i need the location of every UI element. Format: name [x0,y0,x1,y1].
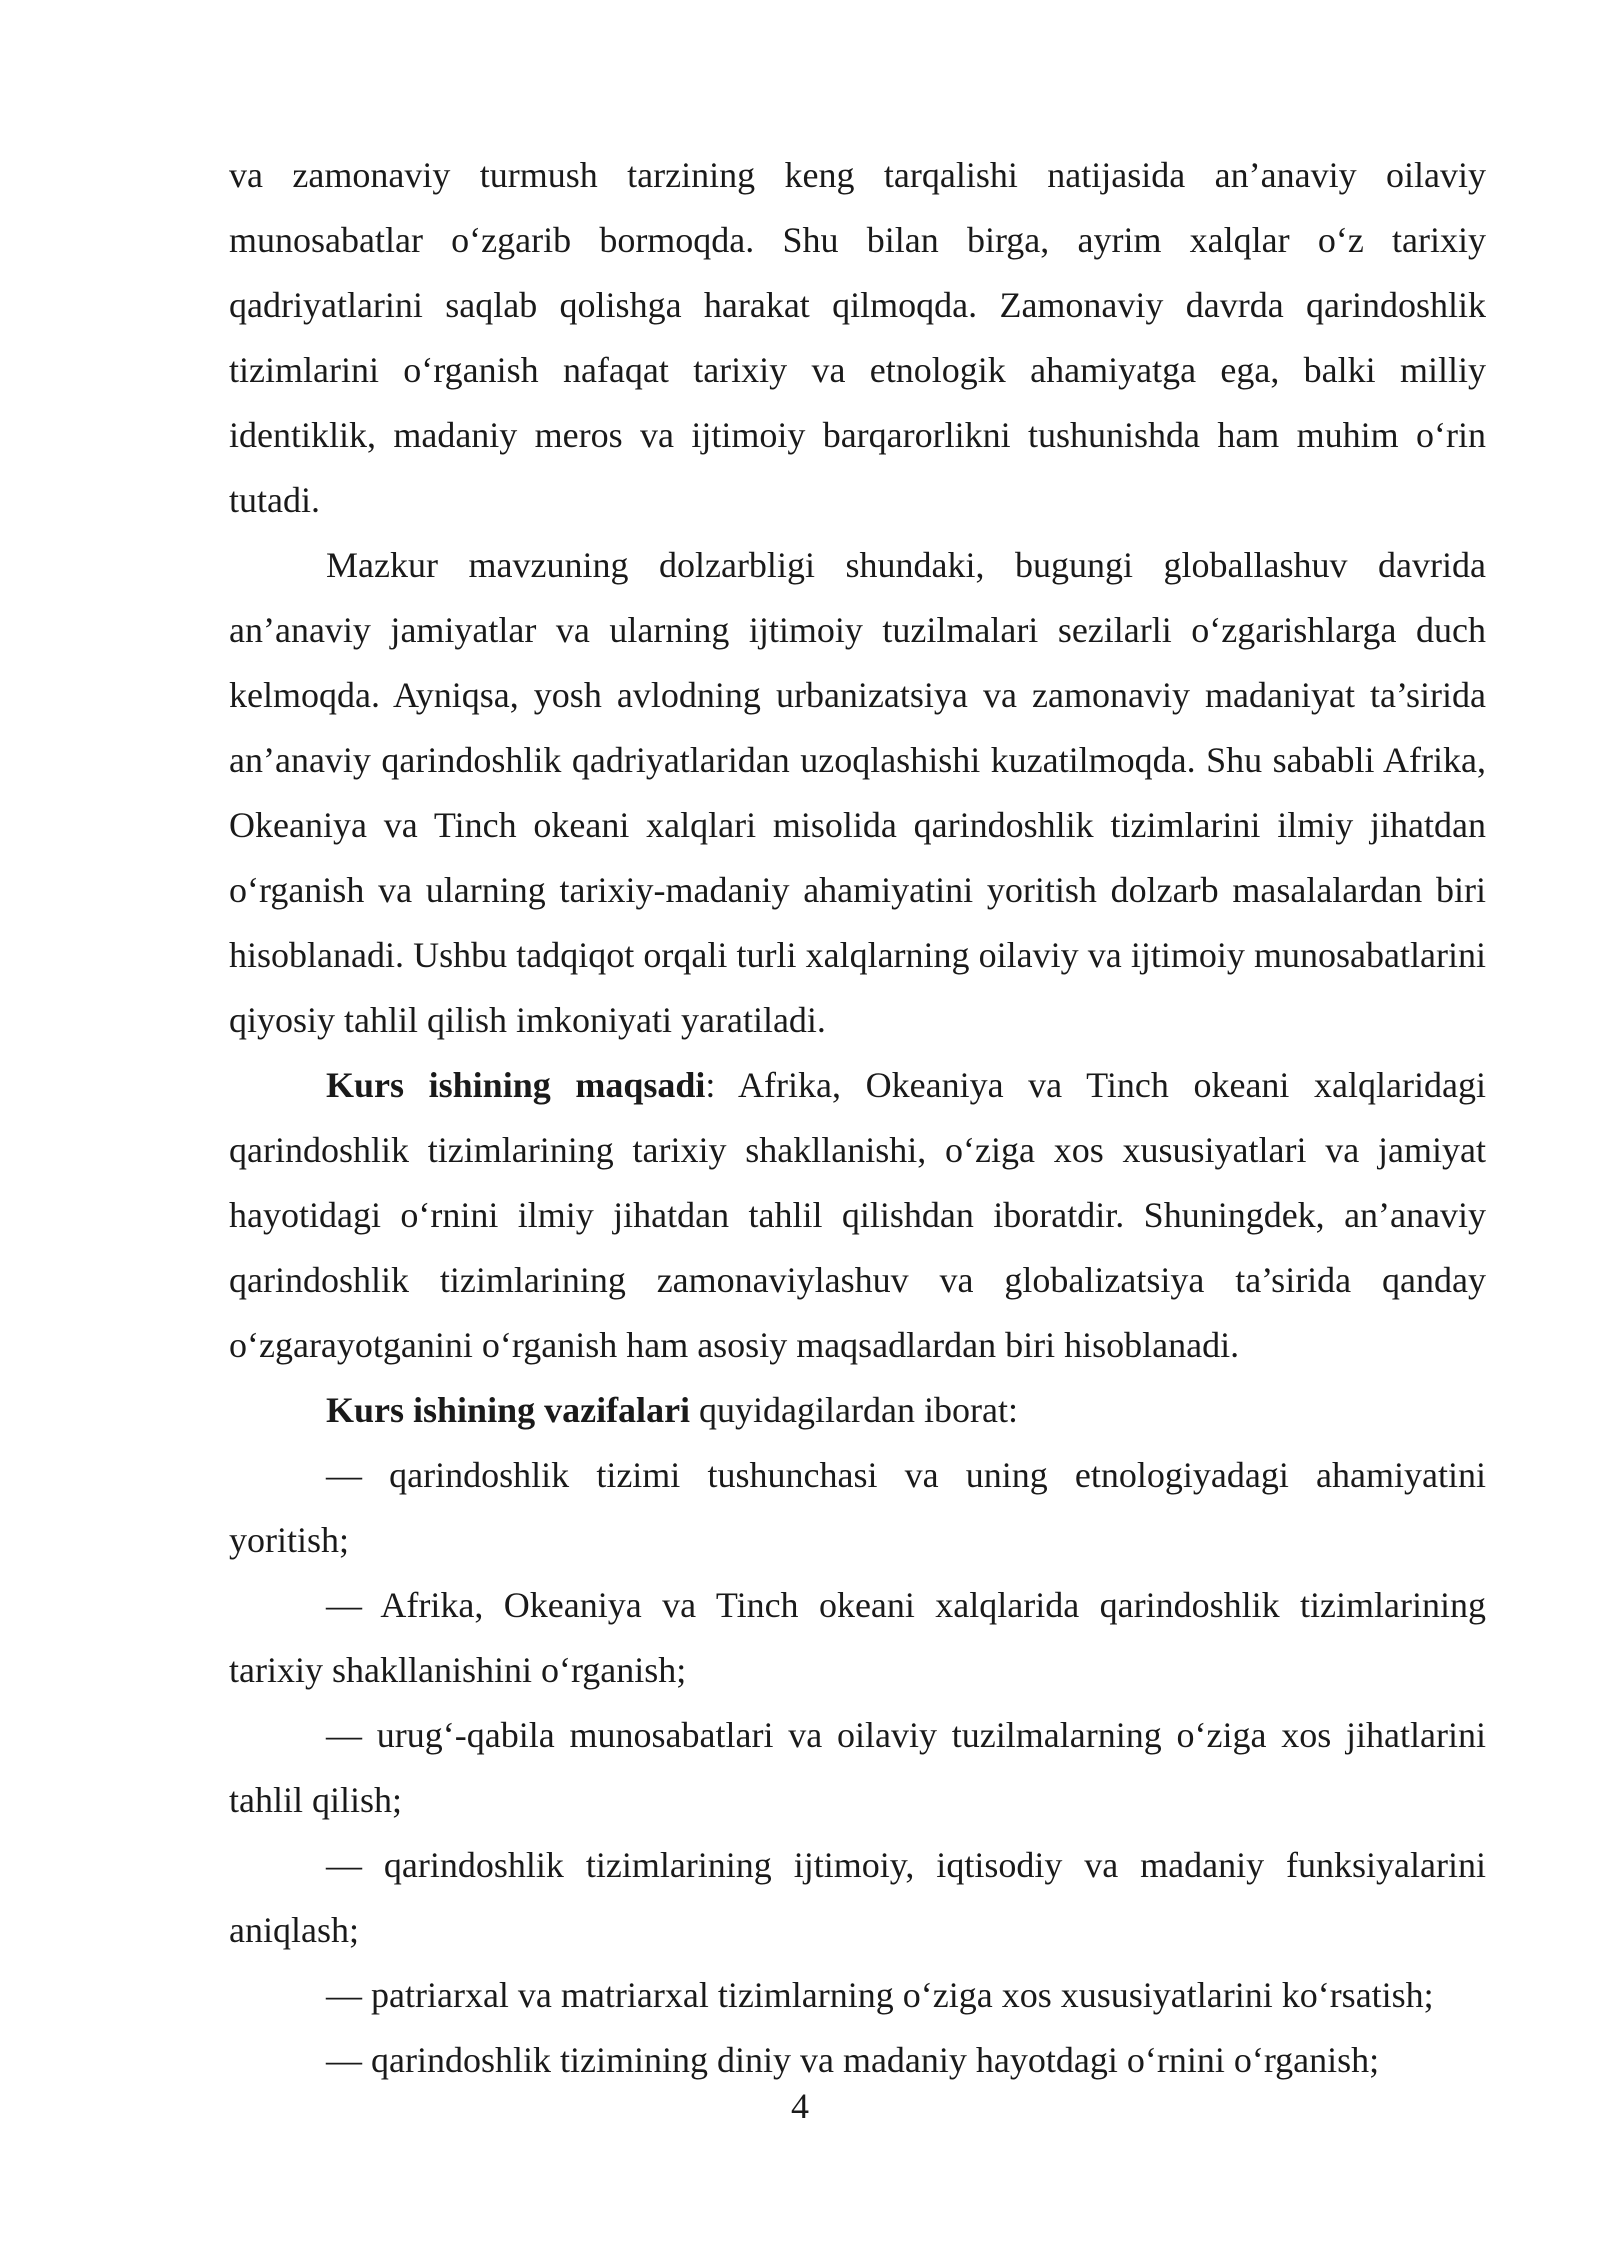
task-item: — qarindoshlik tizimining diniy va madaniy hayotdagi o‘rnini o‘rganish; [326,2040,1380,2080]
tasks-intro-text: quyidagilardan iborat: [690,1390,1018,1430]
task-item: — Afrika, Okeaniya va Tinch okeani xalqlarida qarindoshlik tizimlarining tarixiy shakllanishini o‘rganish; [229,1585,1486,1690]
task-item: — patriarxal va matriarxal tizimlarning o‘ziga xos xususiyatlarini ko‘rsatish; [326,1975,1434,2015]
task-item: — qarindoshlik tizimi tushunchasi va uning etnologiyadagi ahamiyatini yoritish; [229,1455,1486,1560]
paragraph-tasks-intro [229,1378,1486,1443]
goal-heading: Kurs ishining maqsadi [326,1065,706,1105]
paragraph-continuation: va zamonaviy turmush tarzining keng tarqalishi natijasida an’anaviy oilaviy munosabatlar o‘zgarib bormoqda. Shu bilan birga, ayrim xalqlar o‘z tarixiy qadriyatlarini saqlab qolishga harakat qilmoqda. Zamonaviy davrda qarindoshlik tizimlarini o‘rganish nafaqat tarixiy va etnologik ahamiyatga ega, balki milliy identiklik, madaniy meros va ijtimoiy barqarorlikni tushunishda ham muhim o‘rin tutadi. [229,155,1486,520]
paragraph-goal [229,1053,1486,1378]
body-text [229,143,1486,2093]
tasks-heading: Kurs ishining vazifalari [326,1390,691,1430]
goal-text: : Afrika, Okeaniya va Tinch okeani xalqlaridagi qarindoshlik tizimlarining tarixiy shakllanishi, o‘ziga xos xususiyatlari va jamiyat hayotidagi o‘rnini ilmiy jihatdan tahlil qilishdan iboratdir. Shuningdek, an’anaviy qarindoshlik tizimlarining zamonaviylashuv va globalizatsiya ta’sirida qanday o‘zgarayotganini o‘rganish ham asosiy maqsadlardan biri hisoblanadi. [229,1065,1486,1365]
page-number: 4 [791,2086,809,2126]
task-item: — urug‘-qabila munosabatlari va oilaviy tuzilmalarning o‘ziga xos jihatlarini tahlil qilish; [229,1715,1486,1820]
paragraph-relevance: Mazkur mavzuning dolzarbligi shundaki, bugungi globallashuv davrida an’anaviy jamiyatlar va ularning ijtimoiy tuzilmalari sezilarli o‘zgarishlarga duch kelmoqda. Ayniqsa, yosh avlodning urbanizatsiya va zamonaviy madaniyat ta’sirida an’anaviy qarindoshlik qadriyatlaridan uzoqlashishi kuzatilmoqda. Shu sababli Afrika, Okeaniya va Tinch okeani xalqlari misolida qarindoshlik tizimlarini ilmiy jihatdan o‘rganish va ularning tarixiy-madaniy ahamiyatini yoritish dolzarb masalalardan biri hisoblanadi. Ushbu tadqiqot orqali turli xalqlarning oilaviy va ijtimoiy munosabatlarini qiyosiy tahlil qilish imkoniyati yaratiladi. [229,545,1486,1040]
task-item: — qarindoshlik tizimlarining ijtimoiy, iqtisodiy va madaniy funksiyalarini aniqlash; [229,1845,1486,1950]
